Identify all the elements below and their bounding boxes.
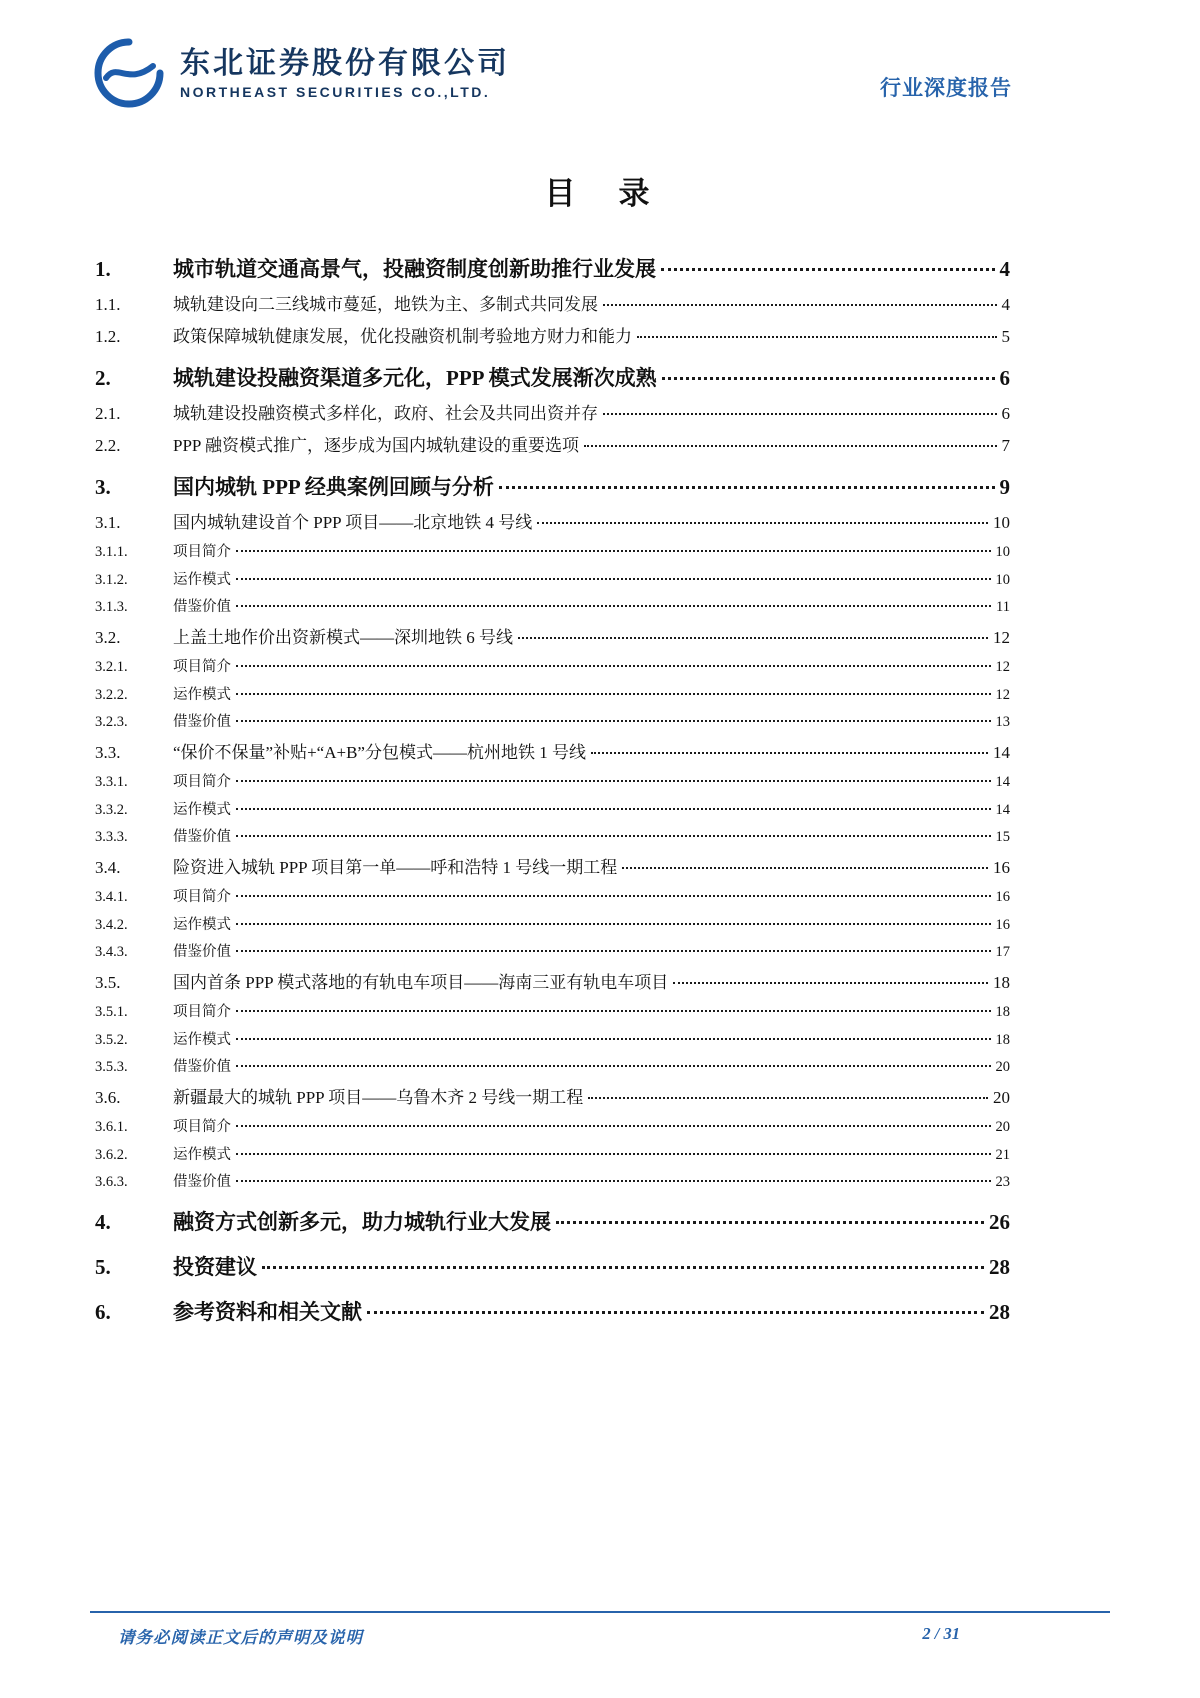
toc-entry-number: 3.3.1. [95,774,128,790]
toc-entry-title: 城轨建设投融资渠道多元化，PPP 模式发展渐次成熟 [173,366,657,390]
toc-dotted-leader [262,1266,984,1269]
toc-row[interactable] [95,399,1010,424]
toc-row[interactable] [95,1170,1010,1191]
toc-page-number: 28 [989,1255,1010,1279]
toc-row[interactable] [95,1028,1010,1049]
toc-dotted-leader [556,1221,984,1224]
toc-row[interactable] [95,825,1010,846]
toc-dotted-leader [236,1065,991,1067]
toc-entry-title: 国内首条 PPP 模式落地的有轨电车项目——海南三亚有轨电车项目 [173,973,669,992]
toc-page-number: 12 [995,659,1010,675]
company-name-en: NORTHEAST SECURITIES CO.,LTD. [180,83,491,100]
toc-dotted-leader [236,665,991,667]
toc-entry-number: 3.3.3. [95,829,128,845]
toc-entry-title: 借鉴价值 [173,1174,231,1190]
toc-row[interactable] [95,1055,1010,1076]
toc-entry-title: 借鉴价值 [173,714,231,730]
toc-row[interactable] [95,940,1010,961]
toc-dotted-leader [236,1125,991,1127]
toc-dotted-leader [236,1010,991,1012]
toc-entry-number: 3.1. [95,513,121,532]
toc-list [95,238,1010,1333]
toc-page-number: 10 [995,544,1010,560]
toc-dotted-leader [518,637,988,639]
toc-row[interactable] [95,471,1010,501]
toc-page-number: 9 [999,475,1010,499]
toc-dotted-leader [673,982,988,984]
toc-row[interactable] [95,253,1010,283]
toc-page-number: 10 [993,513,1010,532]
toc-row[interactable] [95,431,1010,456]
toc-entry-number: 3.6. [95,1088,121,1107]
toc-row[interactable] [95,322,1010,347]
toc-dotted-leader [588,1097,988,1099]
toc-page-number: 18 [993,973,1010,992]
toc-entry-number: 1. [95,257,111,281]
toc-row[interactable] [95,1115,1010,1136]
toc-dotted-leader [236,550,991,552]
toc-row[interactable] [95,853,1010,878]
toc-page-number: 4 [999,257,1010,281]
toc-dotted-leader [236,895,991,897]
toc-dotted-leader [236,578,991,580]
toc-row[interactable] [95,568,1010,589]
toc-entry-title: 项目简介 [173,1119,231,1135]
toc-dotted-leader [603,304,997,306]
toc-entry-title: 借鉴价值 [173,1059,231,1075]
toc-entry-number: 5. [95,1255,111,1279]
toc-entry-number: 3.3.2. [95,801,128,818]
toc-dotted-leader [367,1311,984,1314]
toc-entry-title: 城轨建设向二三线城市蔓延，地铁为主、多制式共同发展 [173,295,598,314]
toc-entry-number: 3.3. [95,743,121,762]
toc-entry-title: 参考资料和相关文献 [173,1300,362,1324]
toc-entry-title: 融资方式创新多元，助力城轨行业大发展 [173,1210,551,1234]
toc-entry-number: 6. [95,1300,111,1324]
toc-entry-title: 借鉴价值 [173,944,231,960]
toc-page-number: 13 [995,714,1010,730]
toc-row[interactable] [95,655,1010,676]
toc-page-number: 6 [999,366,1010,390]
toc-entry-title: 项目简介 [173,1004,231,1020]
toc-page-number: 12 [993,628,1010,647]
company-name-cn: 东北证券股份有限公司 [180,46,510,80]
toc-entry-number: 4. [95,1210,111,1234]
toc-entry-title: 运作模式 [173,1031,231,1048]
toc-row[interactable] [95,1296,1010,1326]
toc-entry-number: 3.5.1. [95,1004,128,1020]
toc-page-number: 20 [995,1119,1010,1135]
toc-page-number: 10 [995,571,1010,588]
toc-entry-title: 运作模式 [173,571,231,588]
toc-row[interactable] [95,1206,1010,1236]
toc-row[interactable] [95,623,1010,648]
toc-row[interactable] [95,1083,1010,1108]
toc-entry-number: 1.2. [95,327,121,346]
toc-entry-number: 3.1.3. [95,599,128,615]
toc-entry-number: 3.6.2. [95,1146,128,1163]
toc-entry-number: 3.4.3. [95,944,128,960]
toc-dotted-leader [637,336,997,338]
toc-row[interactable] [95,362,1010,392]
toc-entry-number: 3.1.1. [95,544,128,560]
toc-entry-number: 3.6.1. [95,1119,128,1135]
toc-entry-number: 3.5.3. [95,1059,128,1075]
toc-page-number: 26 [989,1210,1010,1234]
toc-page-number: 4 [1001,295,1010,314]
toc-dotted-leader [603,413,997,415]
company-brand [92,36,510,110]
toc-entry-title: 项目简介 [173,659,231,675]
toc-page-number: 23 [995,1174,1010,1190]
toc-entry-number: 3.4.1. [95,889,128,905]
toc-entry-number: 3.2.1. [95,659,128,675]
toc-dotted-leader [236,605,991,607]
toc-page-number: 11 [996,599,1010,615]
toc-dotted-leader [236,1153,991,1155]
toc-page-number: 18 [995,1004,1010,1020]
toc-entry-title: 国内城轨建设首个 PPP 项目——北京地铁 4 号线 [173,513,533,532]
toc-page-number: 16 [995,916,1010,933]
toc-row[interactable] [95,885,1010,906]
toc-entry-title: 险资进入城轨 PPP 项目第一单——呼和浩特 1 号线一期工程 [173,858,618,877]
toc-page-number: 14 [995,774,1010,790]
toc-row[interactable] [95,913,1010,934]
toc-entry-title: 投资建议 [173,1255,257,1279]
company-name-block [180,47,510,100]
toc-row[interactable] [95,595,1010,616]
toc-row[interactable] [95,508,1010,533]
toc-page-number: 20 [993,1088,1010,1107]
toc-entry-title: PPP 融资模式推广，逐步成为国内城轨建设的重要选项 [173,436,579,455]
toc-dotted-leader [499,486,995,489]
toc-entry-number: 1.1. [95,295,121,314]
toc-title: 目 录 [544,176,656,211]
toc-dotted-leader [236,720,991,722]
toc-dotted-leader [661,268,995,271]
page-header [92,36,1012,110]
toc-entry-number: 2.2. [95,436,121,455]
toc-entry-title: 项目简介 [173,889,231,905]
toc-entry-title: 运作模式 [173,801,231,818]
toc-entry-title: 项目简介 [173,774,231,790]
toc-dotted-leader [236,1038,991,1040]
toc-page-number: 14 [995,801,1010,818]
toc-entry-title: 运作模式 [173,916,231,933]
toc-row[interactable] [95,710,1010,731]
toc-entry-title: 运作模式 [173,686,231,703]
toc-row[interactable] [95,798,1010,819]
toc-row[interactable] [95,540,1010,561]
toc-entry-number: 2.1. [95,404,121,423]
footer-page-number: 2 / 31 [922,1624,960,1643]
toc-page-number: 18 [995,1031,1010,1048]
toc-row[interactable] [95,738,1010,763]
toc-dotted-leader [236,1180,991,1182]
toc-entry-number: 3.5. [95,973,121,992]
report-type-label: 行业深度报告 [880,76,1012,100]
toc-row[interactable] [95,1000,1010,1021]
toc-entry-number: 3.5.2. [95,1031,128,1048]
toc-entry-title: 城轨建设投融资模式多样化，政府、社会及共同出资并存 [173,404,598,423]
toc-page-number: 14 [993,743,1010,762]
toc-row[interactable] [95,968,1010,993]
toc-row[interactable] [95,290,1010,315]
toc-entry-number: 3.2.2. [95,686,128,703]
footer-disclaimer: 请务必阅读正文后的声明及说明 [118,1628,363,1647]
toc-entry-number: 3. [95,475,111,499]
toc-row[interactable] [95,1251,1010,1281]
toc-dotted-leader [236,950,991,952]
toc-entry-title: 项目简介 [173,544,231,560]
toc-page-number: 5 [1001,327,1010,346]
toc-dotted-leader [622,867,988,869]
toc-dotted-leader [537,522,988,524]
toc-entry-number: 3.4. [95,858,121,877]
toc-dotted-leader [236,693,991,695]
toc-page-number: 12 [995,686,1010,703]
toc-dotted-leader [236,780,991,782]
toc-entry-title: 上盖土地作价出资新模式——深圳地铁 6 号线 [173,628,513,647]
toc-entry-number: 2. [95,366,111,390]
toc-dotted-leader [236,835,991,837]
toc-page-number: 16 [993,858,1010,877]
toc-page-number: 17 [995,944,1010,960]
toc-entry-title: 城市轨道交通高景气，投融资制度创新助推行业发展 [173,257,656,281]
toc-page-number: 16 [995,889,1010,905]
toc-page-number: 15 [995,829,1010,845]
toc-row[interactable] [95,1143,1010,1164]
toc-entry-title: 借鉴价值 [173,599,231,615]
page-footer [90,1611,1110,1648]
toc-entry-title: 国内城轨 PPP 经典案例回顾与分析 [173,475,494,499]
toc-entry-number: 3.6.3. [95,1174,128,1190]
toc-dotted-leader [662,377,995,380]
toc-row[interactable] [95,770,1010,791]
toc-entry-number: 3.2.3. [95,714,128,730]
toc-entry-title: 政策保障城轨健康发展，优化投融资机制考验地方财力和能力 [173,327,632,346]
toc-page-number: 28 [989,1300,1010,1324]
toc-page-number: 6 [1001,404,1010,423]
toc-page-number: 7 [1001,436,1010,455]
toc-entry-title: “保价不保量”补贴+“A+B”分包模式——杭州地铁 1 号线 [173,743,586,762]
toc-entry-title: 借鉴价值 [173,829,231,845]
toc-page-number: 21 [995,1146,1010,1163]
toc-dotted-leader [236,808,991,810]
toc-entry-number: 3.1.2. [95,571,128,588]
toc-row[interactable] [95,683,1010,704]
toc-entry-number: 3.2. [95,628,121,647]
toc-entry-title: 新疆最大的城轨 PPP 项目——乌鲁木齐 2 号线一期工程 [173,1088,584,1107]
toc-dotted-leader [236,923,991,925]
toc-entry-title: 运作模式 [173,1146,231,1163]
toc-entry-number: 3.4.2. [95,916,128,933]
toc-dotted-leader [584,445,997,447]
company-logo-icon [92,36,166,110]
toc-dotted-leader [591,752,988,754]
toc-page-number: 20 [995,1059,1010,1075]
